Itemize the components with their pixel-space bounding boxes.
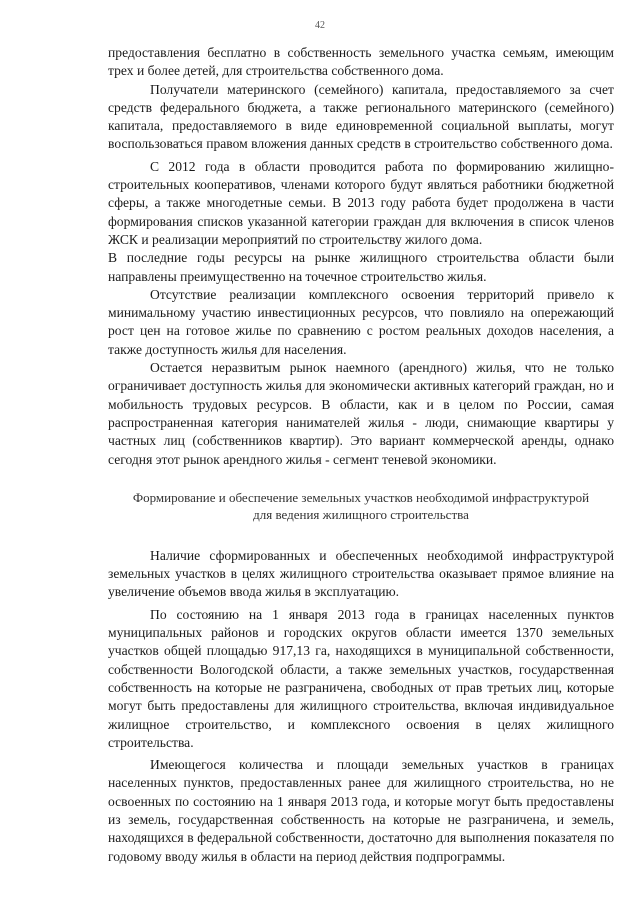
paragraph: Остается неразвитым рынок наемного (арендного) жилья, что не только ограничивает доступность жилья для экономически активных категорий граждан, но и мобильность трудовых ресурсов. В области, как и в целом по России, самая распространенная категория нанимателей жилья - люди, снимающие квартиры у частных лиц (собственников квартир). Это вариант коммерческой аренды, однако сегодня этот рынок арендного жилья - сегмент теневой экономики. (108, 360, 614, 467)
paragraph: предоставления бесплатно в собственность земельного участка семьям, имеющим трех и более детей, для строительства собственного дома. (108, 45, 614, 79)
document-body (108, 44, 614, 866)
paragraph: Получатели материнского (семейного) капитала, предоставляемого за счет средств федерального бюджета, а также регионального материнского (семейного) капитала, предоставляемого в виде единовременной социальной выплаты, могут воспользоваться правом вложения данных средств в строительство собственного дома. (108, 81, 614, 152)
section-heading: Формирование и обеспечение земельных участков необходимой инфраструктурой для ведения жилищного строительства (132, 489, 590, 522)
paragraph: По состоянию на 1 января 2013 года в границах населенных пунктов муниципальных районов и городских округов области имеется 1370 земельных участков общей площадью 917,13 га, находящихся в муниципальной собственности, собственности Вологодской области, а также земельных участков, государственная собственность на которые не разграничена, свободных от прав третьих лиц, которые могут быть предоставлены для жилищного строительства, включая индивидуальное жилищное строительство, и комплексного освоения в целях жилищного строительства. (108, 606, 614, 750)
paragraph: Отсутствие реализации комплексного освоения территорий привело к минимальному участию инвестиционных ресурсов, что повлияло на опережающий рост цен на готовое жилье по сравнению с ростом реальных доходов населения, а также доступность жилья для населения. (108, 286, 614, 357)
paragraph: В последние годы ресурсы на рынке жилищного строительства области были направлены преимущественно на точечное строительство жилья. (108, 250, 614, 284)
page-number: 42 (315, 20, 325, 31)
paragraph: Имеющегося количества и площади земельных участков в границах населенных пунктов, предоставленных ранее для жилищного строительства, но не освоенных по состоянию на 1 января 2013 года, и которые могут быть предоставлены из земель, государственная собственность на которые не разграничена, и земель, находящихся в федеральной собственности, достаточно для выполнения показателя по годовому вводу жилья в области на период действия подпрограммы. (108, 757, 614, 864)
paragraph: С 2012 года в области проводится работа по формированию жилищно-строительных кооперативов, членами которого будут являться работники бюджетной сферы, а также многодетные семьи. В 2013 году работа будет продолжена в части формирования списков указанной категории граждан для включения в список членов ЖСК и реализации мероприятий по строительству жилого дома. (108, 158, 614, 247)
paragraph: Наличие сформированных и обеспеченных необходимой инфраструктурой земельных участков в целях жилищного строительства оказывает прямое влияние на увеличение объемов ввода жилья в эксплуатацию. (108, 547, 614, 600)
